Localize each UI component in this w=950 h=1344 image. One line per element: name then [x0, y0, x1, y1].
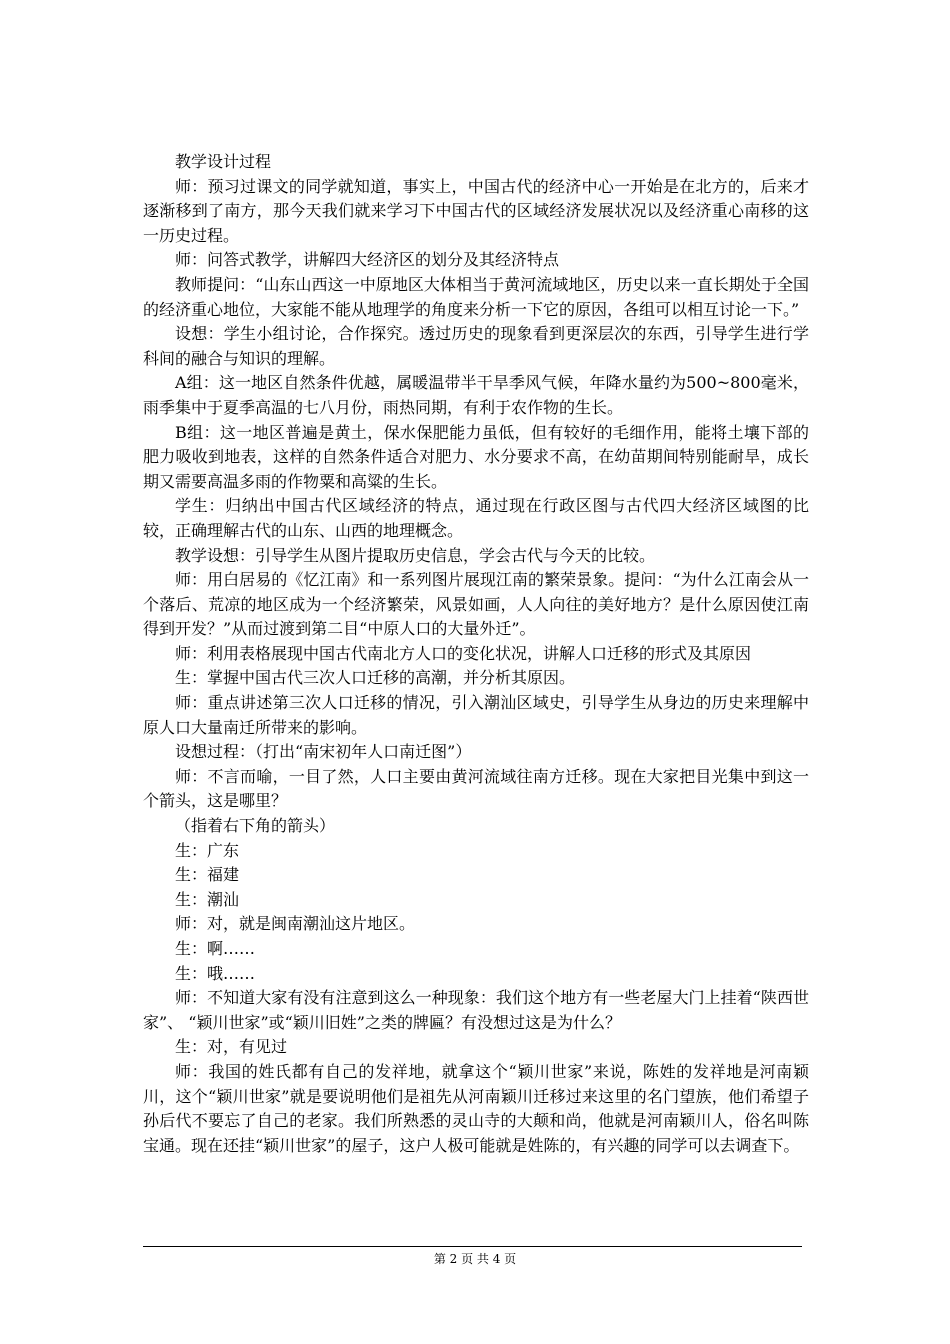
- paragraph: 生：啊……: [175, 939, 256, 958]
- paragraph: 师：预习过课文的同学就知道，事实上，中国古代的经济中心一开始是在北方的，后来才逐渐移到了南方，那今天我们就来学习下中国古代的区域经济发展状况以及经济重心南移的这一历史过程。: [143, 176, 809, 245]
- paragraph: 师：利用表格展现中国古代南北方人口的变化状况，讲解人口迁移的形式及其原因: [175, 643, 752, 663]
- paragraph: （指着右下角的箭头）: [175, 816, 336, 836]
- section-heading: 教学设计过程: [175, 152, 272, 171]
- paragraph: 师：用白居易的《忆江南》和一系列图片展现江南的繁荣景象。提问：“为什么江南会从一个落后、荒凉的地区成为一个经济繁荣，风景如画，人人向往的美好地方？是什么原因使江南得到开发？”从而过渡到第二目“中原人口的大量外迁”。: [143, 570, 809, 639]
- paragraph: 生：掌握中国古代三次人口迁移的高潮，并分析其原因。: [175, 668, 576, 688]
- paragraph: 生：广东: [175, 840, 240, 860]
- page-number: 第 2 页 共 4 页: [433, 1252, 517, 1266]
- paragraph: 师：对，就是闽南潮汕这片地区。: [175, 914, 416, 934]
- paragraph: 生：福建: [175, 865, 240, 885]
- paragraph: 生：对，有见过: [175, 1037, 288, 1057]
- paragraph: 师：重点讲述第三次人口迁移的情况，引入潮汕区域史，引导学生从身边的历史来理解中原人口大量南迁所带来的影响。: [143, 693, 809, 737]
- paragraph: 教学设想：引导学生从图片提取历史信息，学会古代与今天的比较。: [175, 545, 656, 565]
- paragraph: 学生：归纳出中国古代区域经济的特点，通过现在行政区图与古代四大经济区域图的比较，正确理解古代的山东、山西的地理概念。: [143, 496, 809, 540]
- paragraph: 生：潮汕: [175, 889, 240, 909]
- paragraph: 师：问答式教学，讲解四大经济区的划分及其经济特点: [175, 250, 560, 270]
- paragraph: 设想过程：（打出“南宋初年人口南迁图”）: [175, 742, 472, 762]
- paragraph: 教师提问：“山东山西这一中原地区大体相当于黄河流域地区，历史以来一直长期处于全国的经济重心地位，大家能不能从地理学的角度来分析一下它的原因，各组可以相互讨论一下。”: [143, 274, 809, 319]
- footer-divider: [143, 1246, 802, 1247]
- paragraph: 师：不言而喻，一目了然，人口主要由黄河流域往南方迁移。现在大家把目光集中到这一个箭头，这是哪里？: [143, 766, 809, 811]
- paragraph: B组：这一地区普遍是黄土，保水保肥能力虽低，但有较好的毛细作用，能将土壤下部的肥力吸收到地表，这样的自然条件适合对肥力、水分要求不高，在幼苗期间特别能耐旱，成长期又需要高温多雨的作物粟和高粱的生长。: [143, 422, 809, 491]
- paragraph: A组：这一地区自然条件优越，属暖温带半干旱季风气候，年降水量约为500~800毫米，雨季集中于夏季高温的七八月份，雨热同期，有利于农作物的生长。: [143, 373, 809, 417]
- paragraph: 设想：学生小组讨论，合作探究。透过历史的现象看到更深层次的东西，引导学生进行学科间的融合与知识的理解。: [143, 324, 809, 368]
- document-body: [143, 150, 809, 1158]
- paragraph: 师：不知道大家有没有注意到这么一种现象：我们这个地方有一些老屋大门上挂着“陕西世家”、 “颖川世家”或“颖川旧姓”之类的牌匾？有没想过这是为什么？: [143, 988, 809, 1032]
- paragraph: 生：哦……: [175, 963, 256, 983]
- paragraph: 师：我国的姓氏都有自己的发祥地，就拿这个“颖川世家”来说，陈姓的发祥地是河南颖川，这个“颖川世家”就是要说明他们是祖先从河南颖川迁移过来这里的名门望族，他们希望子孙后代不要忘了自己的老家。我们所熟悉的灵山寺的大颠和尚，他就是河南颖川人，俗名叫陈宝通。现在还挂“颖川世家”的屋子，这户人极可能就是姓陈的，有兴趣的同学可以去调查下。: [143, 1061, 809, 1155]
